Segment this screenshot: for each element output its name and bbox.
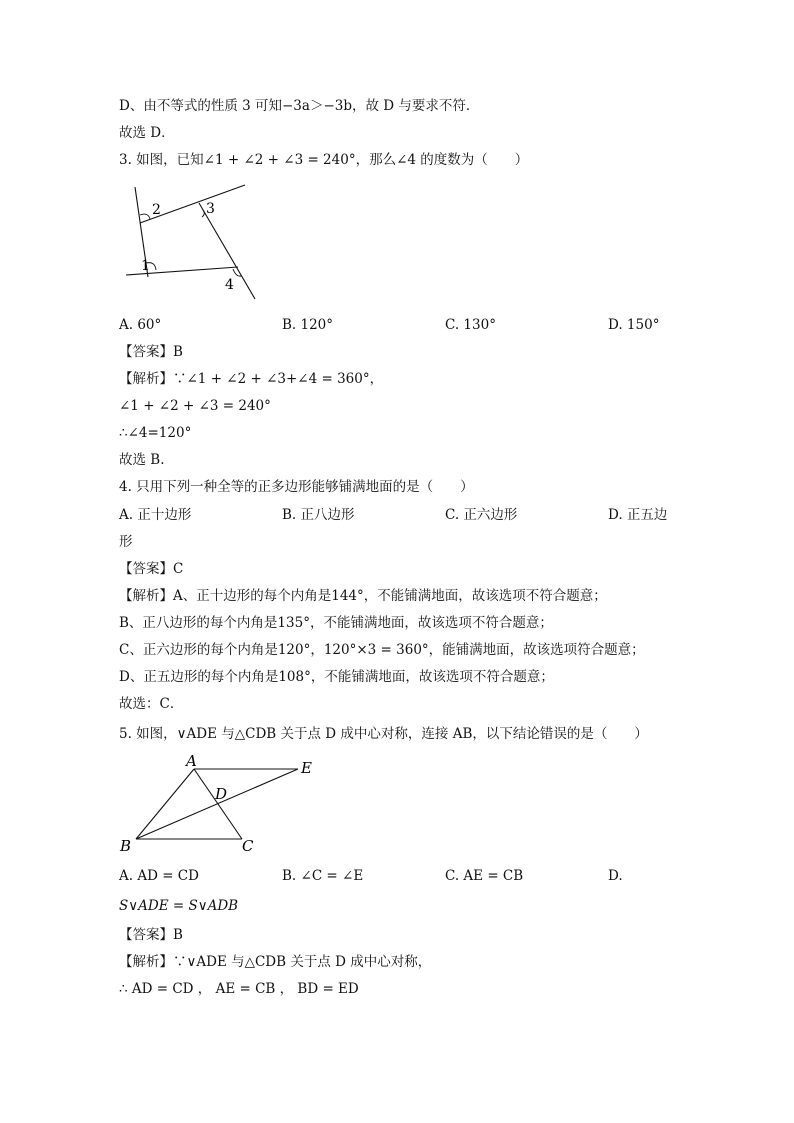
label-4: 4 bbox=[225, 277, 234, 293]
answer-q5: 【答案】B bbox=[119, 927, 183, 943]
text-line: ∴ AD = CD ， AE = CB ， BD = ED bbox=[119, 981, 359, 997]
figure-q5 bbox=[116, 750, 326, 858]
answer-q3: 【答案】B bbox=[119, 344, 183, 360]
text-line: C、正六边形的每个内角是120°，120°×3 = 360°，能铺满地面，故该选项符合题意； bbox=[119, 642, 645, 658]
text-line: 故选：C． bbox=[119, 696, 184, 712]
segment-ab bbox=[136, 769, 194, 839]
q3-option-a: A. 60° bbox=[119, 317, 162, 333]
text-line: 形 bbox=[119, 534, 133, 550]
q5-option-a: A. AD = CD bbox=[119, 868, 199, 884]
label-b: B bbox=[120, 837, 132, 855]
question-5: 5. 如图，∨ADE 与△CDB 关于点 D 成中心对称，连接 AB，以下结论错误的是（ ） bbox=[119, 726, 648, 742]
label-c: C bbox=[242, 837, 254, 855]
text-line: ∠1 + ∠2 + ∠3 = 240° bbox=[119, 398, 271, 414]
text-line: 故选 D． bbox=[119, 125, 175, 141]
text-line: D、正五边形的每个内角是108°，不能铺满地面，故该选项不符合题意； bbox=[119, 669, 554, 685]
text-line: B、正八边形的每个内角是135°，不能铺满地面，故该选项不符合题意； bbox=[119, 615, 553, 631]
text-line: 故选 B. bbox=[119, 452, 165, 468]
question-4: 4. 只用下列一种全等的正多边形能够铺满地面的是（ ） bbox=[119, 479, 474, 495]
analysis-q5: 【解析】∵∨ADE 与△CDB 关于点 D 成中心对称， bbox=[119, 954, 432, 970]
q5-option-d: D. bbox=[608, 868, 623, 884]
figure-q3-svg bbox=[118, 182, 268, 302]
label-a: A bbox=[186, 752, 197, 770]
q4-option-d: D. 正五边 bbox=[608, 507, 668, 523]
label-2: 2 bbox=[152, 202, 161, 218]
label-3: 3 bbox=[206, 201, 215, 217]
figure-q3 bbox=[118, 182, 268, 302]
q5-option-d-content: S∨ADE = S∨ADB bbox=[119, 898, 239, 914]
text-line: D、由不等式的性质 3 可知−3a＞−3b，故 D 与要求不符． bbox=[119, 98, 480, 114]
analysis-q3: 【解析】∵∠1 + ∠2 + ∠3+∠4 = 360°， bbox=[119, 371, 384, 387]
q3-option-d: D. 150° bbox=[608, 317, 660, 333]
question-3: 3. 如图，已知∠1 + ∠2 + ∠3 = 240°，那么∠4 的度数为（ ） bbox=[119, 152, 529, 168]
answer-q4: 【答案】C bbox=[119, 561, 184, 577]
q4-option-b: B. 正八边形 bbox=[282, 507, 355, 523]
q5-option-c: C. AE = CB bbox=[445, 868, 524, 884]
analysis-q4: 【解析】A、正十边形的每个内角是144°，不能铺满地面，故该选项不符合题意； bbox=[119, 588, 607, 604]
q3-option-c: C. 130° bbox=[445, 317, 496, 333]
label-1: 1 bbox=[141, 258, 150, 274]
q4-option-a: A. 正十边形 bbox=[119, 507, 192, 523]
q4-option-c: C. 正六边形 bbox=[445, 507, 518, 523]
q5-option-b: B. ∠C = ∠E bbox=[282, 868, 364, 884]
label-d: D bbox=[215, 785, 228, 803]
q3-option-b: B. 120° bbox=[282, 317, 334, 333]
label-e: E bbox=[301, 759, 312, 777]
text-line: ∴∠4=120° bbox=[119, 425, 192, 441]
angle-2-arc bbox=[140, 214, 150, 219]
segment-be bbox=[136, 769, 298, 839]
figure-q5-svg bbox=[116, 750, 326, 858]
